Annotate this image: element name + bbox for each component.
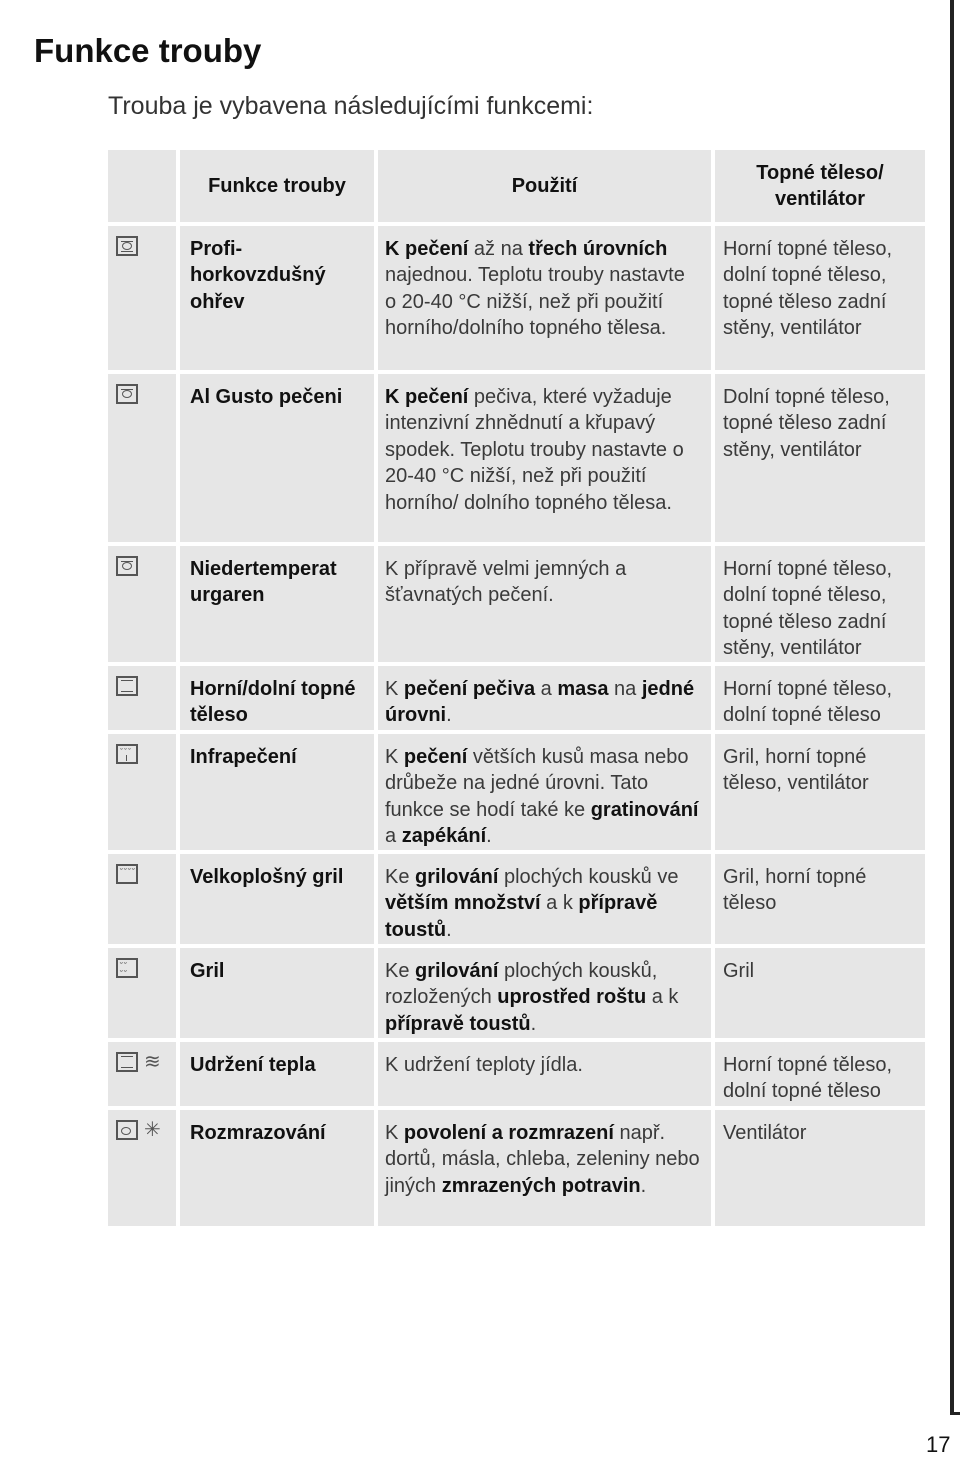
usage-text: až na bbox=[468, 238, 529, 260]
usage-emphasis: jedné úrovni bbox=[385, 678, 695, 727]
header-usage: Použití bbox=[378, 150, 715, 226]
usage-emphasis: K pečení bbox=[385, 238, 469, 260]
function-usage bbox=[378, 948, 715, 1042]
top-bottom-heat-icon bbox=[116, 676, 138, 696]
heating-elements: Horní topné těleso, dolní topné těleso, topné těleso zadní stěny, ventilátor bbox=[715, 546, 925, 666]
row-icon-cell bbox=[108, 226, 180, 374]
usage-text: . bbox=[530, 1012, 537, 1035]
defrost-icon bbox=[116, 1120, 138, 1140]
header-heating-line1: Topné těleso/ bbox=[756, 161, 884, 184]
warm-waves-icon: ≋ bbox=[144, 1051, 161, 1073]
usage-text: např. dortů, másla, chleba, zeleniny nebo jiných bbox=[385, 1122, 700, 1197]
heating-elements: Horní topné těleso, dolní topné těleso, topné těleso zadní stěny, ventilátor bbox=[715, 226, 925, 374]
usage-text: . bbox=[446, 704, 452, 727]
usage-text: Ke bbox=[385, 960, 416, 982]
small-grill-icon: ˘˘ ˘˘ bbox=[116, 958, 138, 978]
heating-elements: Ventilátor bbox=[715, 1110, 925, 1230]
function-name: Al Gusto pečeni bbox=[180, 374, 378, 546]
usage-emphasis: pečení bbox=[403, 746, 468, 768]
usage-text: K bbox=[385, 1122, 404, 1144]
usage-text: K přípravě velmi jemných a šťavnatých pečení. bbox=[385, 558, 627, 607]
oven-functions-table bbox=[108, 150, 925, 1230]
usage-text: a k bbox=[646, 986, 679, 1009]
hot-air-3d-icon bbox=[116, 236, 138, 256]
usage-text: K bbox=[385, 746, 404, 768]
function-usage bbox=[378, 1110, 715, 1230]
row-icon-cell bbox=[108, 734, 180, 854]
usage-emphasis: přípravě toustů bbox=[385, 892, 658, 941]
usage-text: . bbox=[446, 918, 452, 941]
margin-rule bbox=[950, 0, 954, 1414]
usage-text: na bbox=[608, 678, 642, 700]
row-icon-cell bbox=[108, 854, 180, 948]
usage-text: K bbox=[385, 678, 404, 700]
heating-elements: Gril bbox=[715, 948, 925, 1042]
row-icon-cell bbox=[108, 1110, 180, 1230]
row-icon-cell bbox=[108, 546, 180, 666]
header-heating-line2: ventilátor bbox=[774, 188, 865, 210]
function-usage bbox=[378, 666, 715, 734]
keep-warm-icon bbox=[116, 1052, 138, 1072]
function-name: Rozmrazování bbox=[180, 1110, 378, 1230]
usage-text: větších kusů masa nebo drůbeže na jedné úrovni. Tato funkce se hodí také ke bbox=[385, 746, 689, 821]
header-function: Funkce trouby bbox=[180, 150, 378, 226]
usage-emphasis: masa bbox=[557, 678, 609, 700]
function-name: Gril bbox=[180, 948, 378, 1042]
usage-emphasis: grilování bbox=[415, 960, 499, 982]
usage-emphasis: pečení pečiva bbox=[403, 678, 536, 700]
heating-elements: Horní topné těleso, dolní topné těleso bbox=[715, 666, 925, 734]
usage-text: a k bbox=[540, 892, 579, 915]
margin-rule-tick bbox=[950, 1412, 960, 1415]
usage-text: pečiva, které vyžaduje intenzivní zhnědnutí a křupavý spodek. Teplotu trouby nastavte o 20-40 °C nižší, než při použití horního/ dolního topného tělesa. bbox=[385, 386, 684, 514]
header-heating bbox=[715, 150, 925, 226]
function-name: Profi-horkovzdušný ohřev bbox=[180, 226, 378, 374]
function-usage bbox=[378, 854, 715, 948]
function-name: Udržení tepla bbox=[180, 1042, 378, 1110]
usage-emphasis: K pečení bbox=[385, 386, 469, 408]
usage-text: a bbox=[535, 678, 558, 700]
usage-emphasis: přípravě toustů bbox=[385, 1012, 531, 1035]
usage-text: . bbox=[640, 1174, 647, 1197]
heating-elements: Gril, horní topné těleso, ventilátor bbox=[715, 734, 925, 854]
usage-emphasis: třech úrovních bbox=[528, 238, 668, 260]
row-icon-cell bbox=[108, 666, 180, 734]
infrared-grill-icon: ˇˇˇ bbox=[116, 744, 138, 764]
usage-emphasis: zmrazených potravin bbox=[441, 1174, 641, 1197]
full-grill-icon: ˘˘˘˘ bbox=[116, 864, 138, 884]
usage-text: plochých kousků ve bbox=[498, 866, 679, 888]
function-name: Infrapečení bbox=[180, 734, 378, 854]
heating-elements: Dolní topné těleso, topné těleso zadní stěny, ventilátor bbox=[715, 374, 925, 546]
page-number: 17 bbox=[926, 1432, 951, 1457]
usage-emphasis: uprostřed roštu bbox=[497, 986, 647, 1009]
header-icon-cell bbox=[108, 150, 180, 226]
page-title: Funkce trouby bbox=[34, 32, 262, 69]
usage-text: plochých kousků, rozložených bbox=[385, 960, 658, 1009]
heating-elements: Horní topné těleso, dolní topné těleso bbox=[715, 1042, 925, 1110]
usage-emphasis: povolení a rozmrazení bbox=[403, 1122, 614, 1144]
usage-text: K udržení teploty jídla. bbox=[385, 1054, 583, 1076]
low-temp-icon bbox=[116, 556, 138, 576]
usage-emphasis: větším množství bbox=[385, 892, 541, 915]
row-icon-cell bbox=[108, 1042, 180, 1110]
usage-text: Ke bbox=[385, 866, 416, 888]
snowflake-icon: ✳ bbox=[144, 1119, 161, 1141]
row-icon-cell bbox=[108, 374, 180, 546]
usage-emphasis: zapékání bbox=[401, 825, 487, 848]
function-name: Niedertemperat urgaren bbox=[180, 546, 378, 666]
al-gusto-icon bbox=[116, 384, 138, 404]
usage-text: najednou. Teplotu trouby nastavte o 20-40 °C nižší, než při použití horního/dolního topného tělesa. bbox=[385, 264, 685, 340]
function-name: Velkoplošný gril bbox=[180, 854, 378, 948]
function-usage bbox=[378, 546, 715, 666]
function-usage bbox=[378, 1042, 715, 1110]
usage-text: a bbox=[385, 825, 402, 848]
function-name: Horní/dolní topné těleso bbox=[180, 666, 378, 734]
usage-emphasis: grilování bbox=[415, 866, 499, 888]
usage-emphasis: gratinování bbox=[590, 798, 699, 821]
row-icon-cell bbox=[108, 948, 180, 1042]
heating-elements: Gril, horní topné těleso bbox=[715, 854, 925, 948]
intro-text: Trouba je vybavena následujícími funkcemi: bbox=[108, 92, 594, 120]
function-usage bbox=[378, 226, 715, 374]
function-usage bbox=[378, 734, 715, 854]
usage-text: . bbox=[486, 825, 492, 848]
function-usage bbox=[378, 374, 715, 546]
